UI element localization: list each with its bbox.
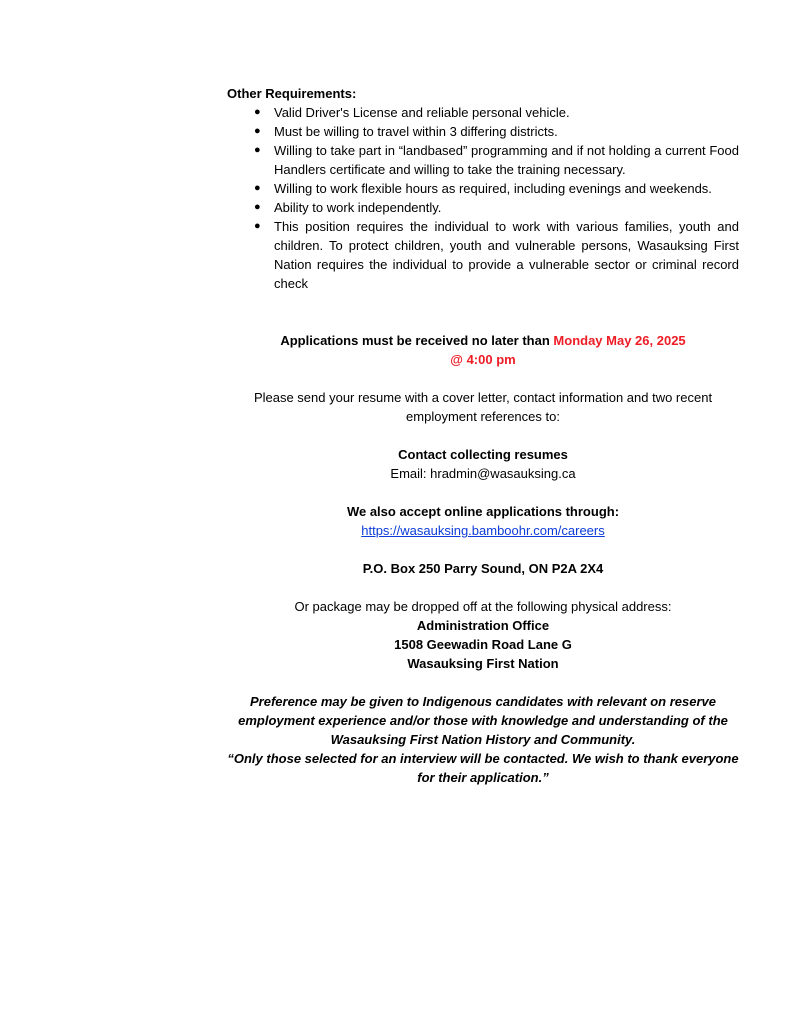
deadline-prefix: Applications must be received no later than (280, 333, 554, 348)
contact-heading: Contact collecting resumes (398, 447, 568, 462)
mailing-address: P.O. Box 250 Parry Sound, ON P2A 2X4 (362, 561, 604, 576)
list-item (227, 122, 739, 141)
requirement-text: This position requires the individual to work with various families, youth and children. To protect children, youth and vulnerable persons, Wasauksing First Nation requires the individual to provide a vulnerable sector or criminal record check (274, 219, 739, 291)
online-heading: We also accept online applications through: (346, 504, 620, 519)
bullet-icon: ● (254, 201, 261, 213)
deadline-time: @ 4:00 pm (450, 352, 516, 367)
bullet-icon: ● (254, 182, 261, 194)
requirement-text: Willing to work flexible hours as required, including evenings and weekends. (274, 181, 712, 196)
requirements-list (227, 103, 739, 293)
list-item (227, 198, 739, 217)
application-instructions: Please send your resume with a cover letter, contact information and two recent employment references to: (253, 390, 713, 424)
requirement-text: Ability to work independently. (274, 200, 442, 215)
preference-statement: Preference may be given to Indigenous candidates with relevant on reserve employment experience and/or those with knowledge and understanding of the Wasauksing First Nation History and Community. (238, 694, 728, 747)
bullet-icon: ● (254, 125, 261, 137)
bullet-icon: ● (254, 144, 261, 156)
job-posting-content (227, 84, 739, 787)
dropoff-intro: Or package may be dropped off at the following physical address: (294, 599, 672, 614)
list-item (227, 179, 739, 198)
contact-email: Email: hradmin@wasauksing.ca (390, 466, 576, 481)
requirements-heading: Other Requirements: (227, 86, 357, 101)
bullet-icon: ● (254, 220, 261, 232)
list-item (227, 103, 739, 122)
dropoff-office: Administration Office (416, 618, 550, 633)
dropoff-community: Wasauksing First Nation (407, 656, 559, 671)
requirement-text: Must be willing to travel within 3 differing districts. (274, 124, 558, 139)
deadline-line (227, 331, 739, 350)
requirement-text: Valid Driver's License and reliable personal vehicle. (274, 105, 570, 120)
deadline-date: Monday May 26, 2025 (553, 333, 686, 348)
requirement-text: Willing to take part in “landbased” programming and if not holding a current Food Handlers certificate and willing to take the training necessary. (274, 143, 739, 177)
list-item (227, 141, 739, 179)
list-item (227, 217, 739, 293)
bullet-icon: ● (254, 106, 261, 118)
dropoff-street: 1508 Geewadin Road Lane G (394, 637, 572, 652)
thank-you-statement: “Only those selected for an interview will be contacted. We wish to thank everyone for their application.” (227, 751, 739, 785)
careers-link[interactable]: https://wasauksing.bamboohr.com/careers (361, 523, 605, 538)
